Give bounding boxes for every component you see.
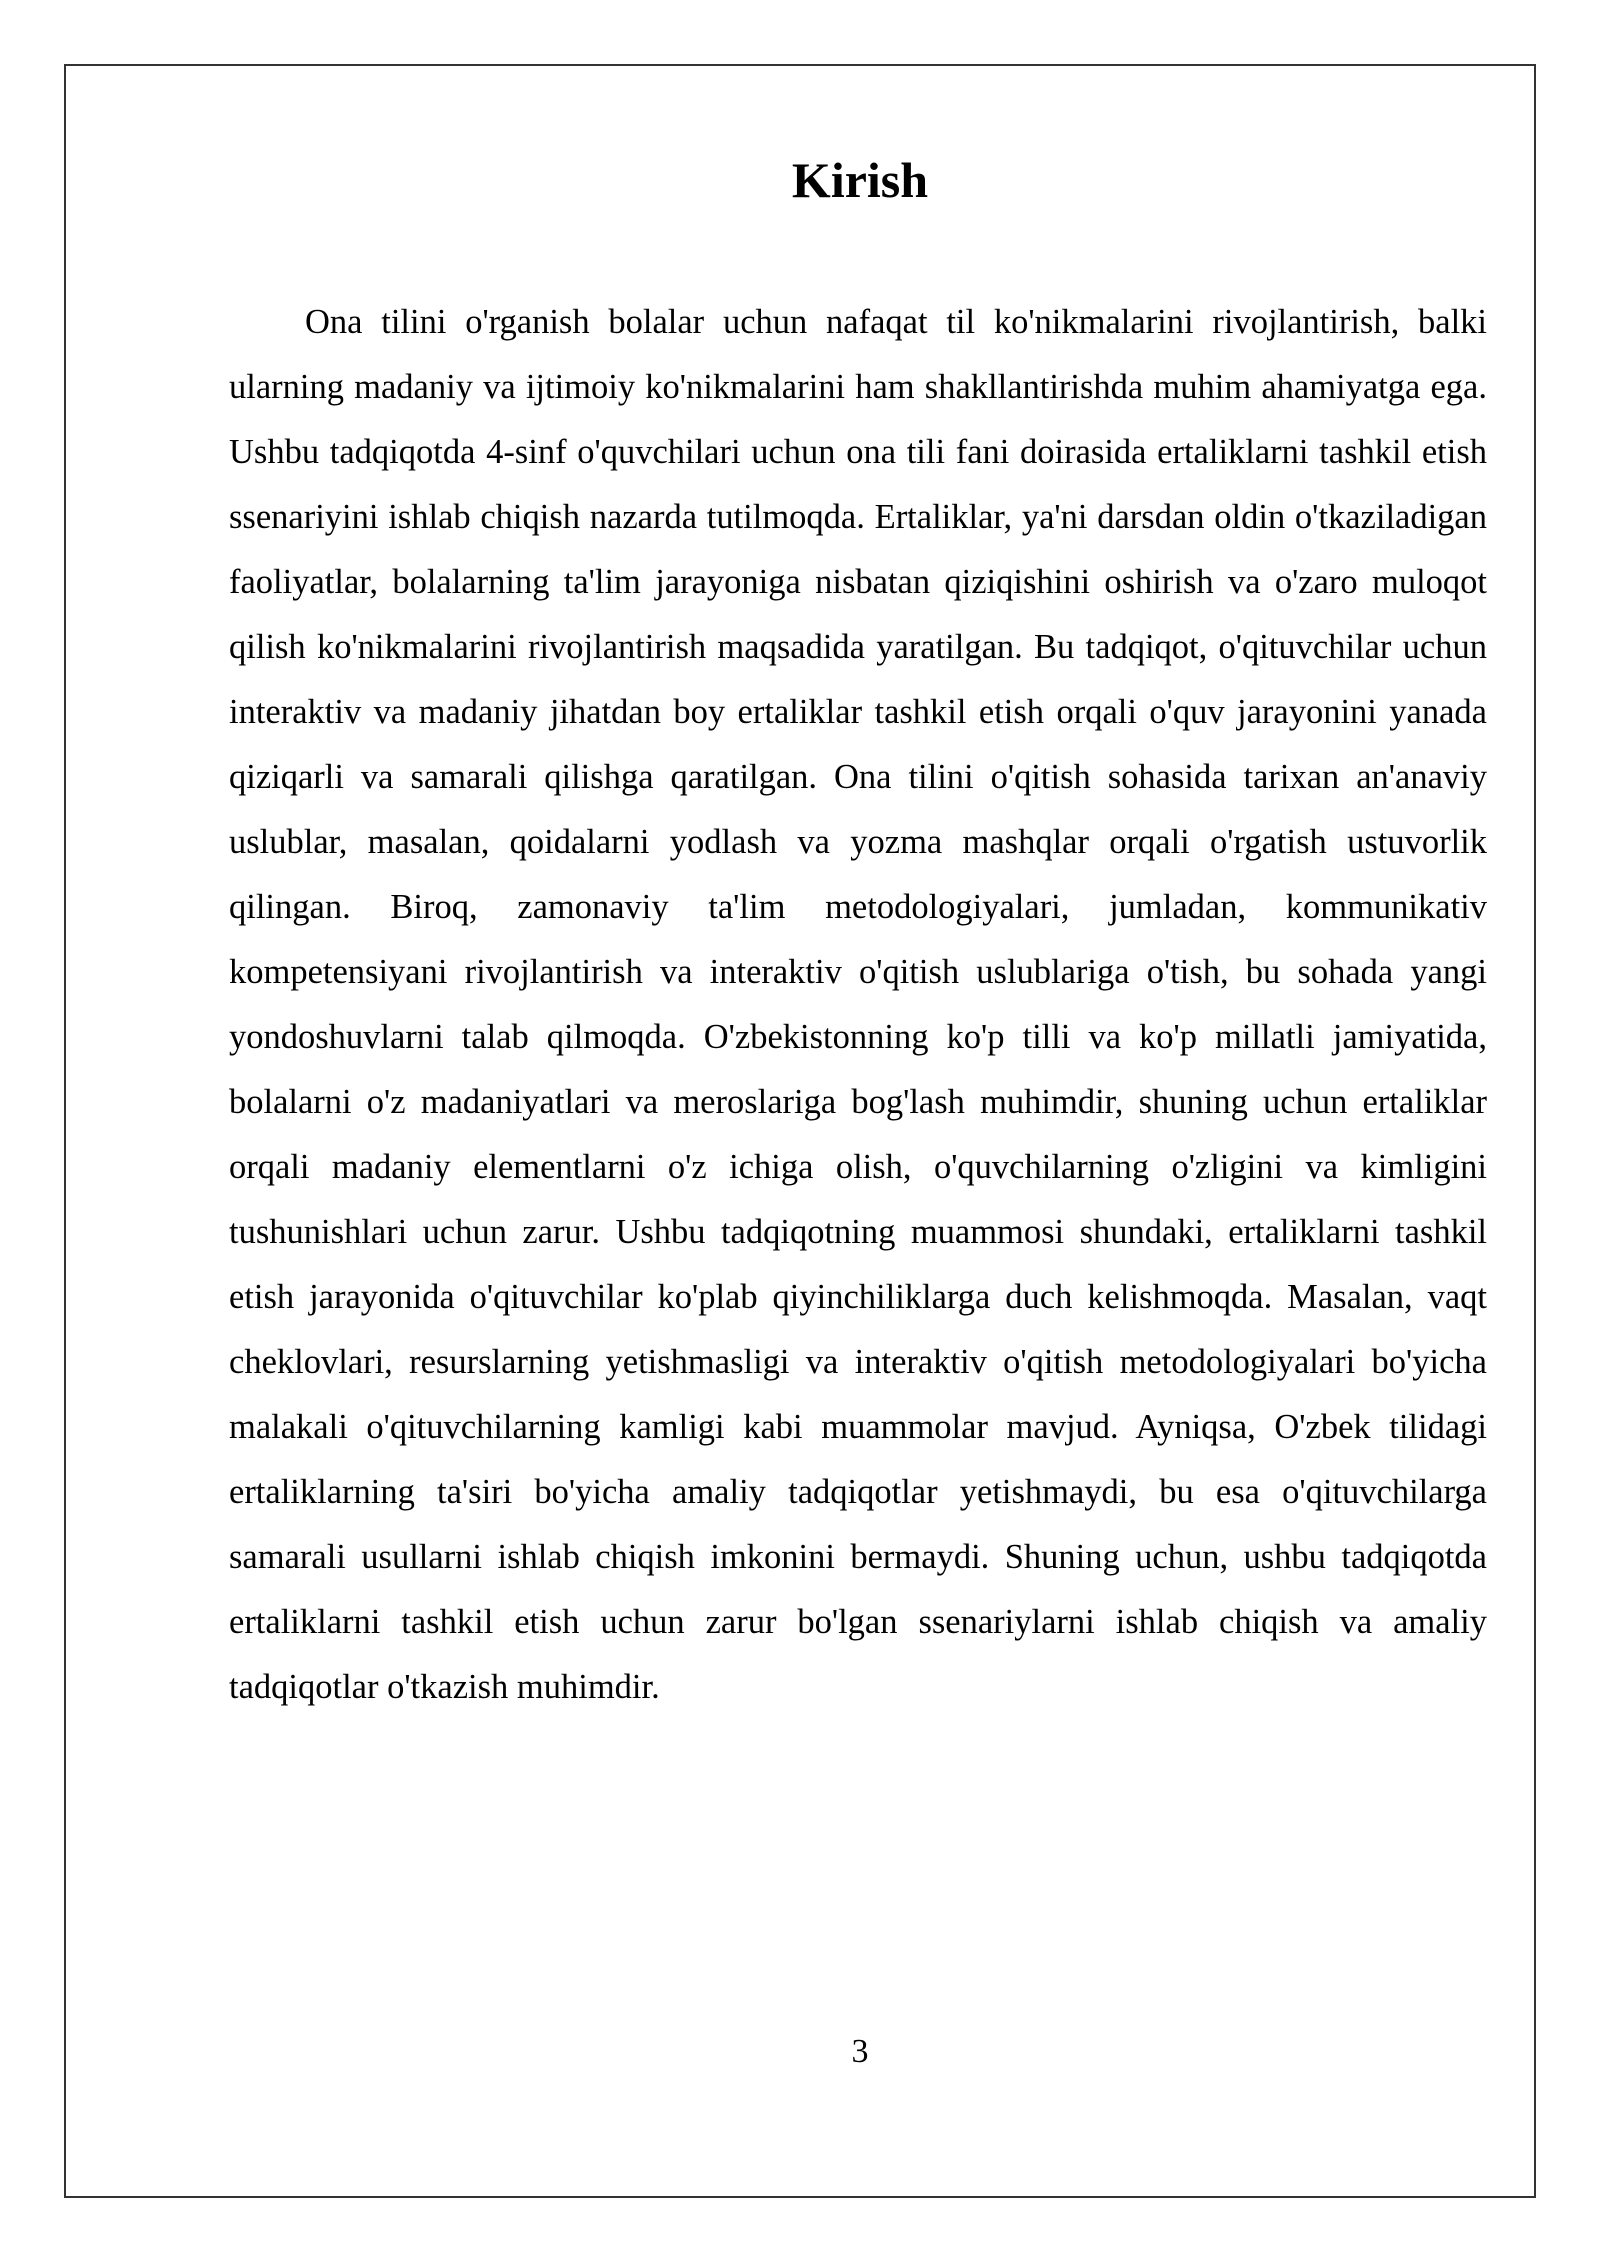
page-number: 3 bbox=[851, 2033, 869, 2070]
introduction-paragraph: Ona tilini o'rganish bolalar uchun nafaqat til ko'nikmalarini rivojlantirish, balki ularning madaniy va ijtimoiy ko'nikmalarini ham shakllantirishda muhim ahamiyatga ega. Ushbu tadqiqotda 4-sinf o'quvchilari uchun ona tili fani doirasida ertaliklarni tashkil etish ssenariyini ishlab chiqish nazarda tutilmoqda. Ertaliklar, ya'ni darsdan oldin o'tkaziladigan faoliyatlar, bolalarning ta'lim jarayoniga nisbatan qiziqishini oshirish va o'zaro muloqot qilish ko'nikmalarini rivojlantirish maqsadida yaratilgan. Bu tadqiqot, o'qituvchilar uchun interaktiv va madaniy jihatdan boy ertaliklar tashkil etish orqali o'quv jarayonini yanada qiziqarli va samarali qilishga qaratilgan. Ona tilini o'qitish sohasida tarixan an'anaviy uslublar, masalan, qoidalarni yodlash va yozma mashqlar orqali o'rgatish ustuvorlik qilingan. Biroq, zamonaviy ta'lim metodologiyalari, jumladan, kommunikativ kompetensiyani rivojlantirish va interaktiv o'qitish uslublariga o'tish, bu sohada yangi yondoshuvlarni talab qilmoqda. O'zbekistonning ko'p tilli va ko'p millatli jamiyatida, bolalarni o'z madaniyatlari va meroslariga bog'lash muhimdir, shuning uchun ertaliklar orqali madaniy elementlarni o'z ichiga olish, o'quvchilarning o'zligini va kimligini tushunishlari uchun zarur. Ushbu tadqiqotning muammosi shundaki, ertaliklarni tashkil etish jarayonida o'qituvchilar ko'plab qiyinchiliklarga duch kelishmoqda. Masalan, vaqt cheklovlari, resurslarning yetishmasligi va interaktiv o'qitish metodologiyalari bo'yicha malakali o'qituvchilarning kamligi kabi muammolar mavjud. Ayniqsa, O'zbek tilidagi ertaliklarning ta'siri bo'yicha amaliy tadqiqotlar yetishmaydi, bu esa o'qituvchilarga samarali usullarni ishlab chiqish imkonini bermaydi. Shuning uchun, ushbu tadqiqotda ertaliklarni tashkil etish uchun zarur bo'lgan ssenariylarni ishlab chiqish va amaliy tadqiqotlar o'tkazish muhimdir. bbox=[229, 303, 1487, 1706]
page-title: Kirish bbox=[791, 152, 929, 208]
